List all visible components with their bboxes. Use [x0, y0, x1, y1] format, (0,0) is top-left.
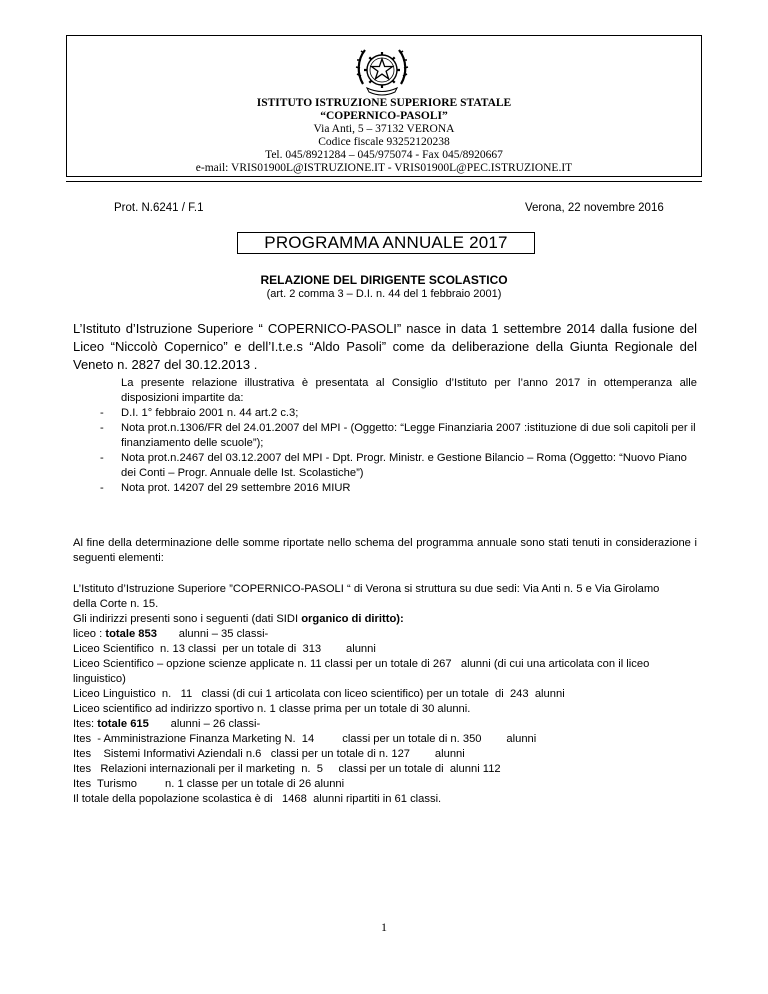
course-line: Liceo Linguistico n. 11 classi (di cui 1 articolata con liceo scientifico) per un totale di 243 alunni	[73, 688, 565, 700]
liceo-total	[73, 627, 268, 642]
tax-code: Codice fiscale 93252120238	[318, 136, 450, 148]
total-population: Il totale della popolazione scolastica è di 1468 alunni ripartiti in 61 classi.	[73, 793, 442, 805]
reference-item	[100, 421, 700, 451]
list-dash: -	[100, 452, 104, 464]
report-title: RELAZIONE DEL DIRIGENTE SCOLASTICO	[260, 273, 508, 287]
course-line: Ites - Amministrazione Finanza Marketing N. 14 classi per un totale di n. 350 alunni	[73, 733, 537, 745]
addresses-heading-bold: organico di diritto):	[301, 613, 404, 625]
structure-line: L’Istituto d’Istruzione Superiore ”COPERNICO-PASOLI “ di Verona si struttura su due sedi: Via Anti n. 5 e Via Girolamo	[73, 583, 660, 595]
liceo-total-rest: alunni – 35 classi-	[156, 628, 269, 640]
course-line: Ites Turismo n. 1 classe per un totale di 26 alunni	[73, 778, 345, 790]
page-number: 1	[381, 920, 387, 934]
protocol-number: Prot. N.6241 / F.1	[114, 202, 204, 214]
course-line: Liceo Scientifico n. 13 classi per un totale di 313 alunni	[73, 643, 376, 655]
addresses-heading-text: Gli indirizzi presenti sono i seguenti (dati SIDI	[73, 613, 302, 625]
intro-paragraph: L’Istituto d’Istruzione Superiore “ COPERNICO-PASOLI” nasce in data 1 settembre 2014 dalla fusione del Liceo “Niccolò Copernico” e dell’I.t.e.s “Aldo Pasoli” come da deliberazione della Giunta Regionale del Veneto n. 2827 del 30.12.2013 .	[73, 321, 697, 372]
list-dash: -	[100, 482, 104, 494]
liceo-label: liceo :	[73, 628, 106, 640]
institute-type: ISTITUTO ISTRUZIONE SUPERIORE STATALE	[256, 97, 512, 109]
course-line: Ites Sistemi Informativi Aziendali n.6 classi per un totale di n. 127 alunni	[73, 748, 465, 760]
document-date: Verona, 22 novembre 2016	[525, 202, 664, 214]
ites-total-rest: alunni – 26 classi-	[148, 718, 261, 730]
reference-text: Nota prot.n.2467 del 03.12.2007 del MPI - Dpt. Progr. Ministr. e Gestione Bilancio – Roma (Oggetto: “Nuovo Piano dei Conti – Progr. Annuale delle Ist. Scolastiche”)	[121, 452, 687, 479]
list-dash: -	[100, 422, 104, 434]
institute-name: “COPERNICO-PASOLI”	[320, 110, 448, 122]
course-line: Liceo scientifico ad indirizzo sportivo n. 1 classe prima per un totale di 30 alunni.	[73, 703, 471, 715]
structure-line: della Corte n. 15.	[73, 598, 159, 610]
header-divider	[66, 181, 702, 182]
phone-fax: Tel. 045/8921284 – 045/975074 - Fax 045/8920667	[265, 149, 503, 161]
addresses-heading	[73, 612, 404, 627]
determination-paragraph: Al fine della determinazione delle somme riportate nello schema del programma annuale sono stati tenuti in considerazione i seguenti elementi:	[73, 537, 697, 564]
email-line: e-mail: VRIS01900L@ISTRUZIONE.IT - VRIS01900L@PEC.ISTRUZIONE.IT	[195, 162, 573, 174]
report-subtitle: (art. 2 comma 3 – D.I. n. 44 del 1 febbraio 2001)	[266, 288, 502, 300]
ites-total	[73, 717, 260, 732]
list-dash: -	[100, 407, 104, 419]
course-line: Ites Relazioni internazionali per il marketing n. 5 classi per un totale di alunni 112	[73, 763, 501, 775]
reference-text: D.I. 1° febbraio 2001 n. 44 art.2 c.3;	[121, 407, 299, 419]
reference-text: Nota prot.n.1306/FR del 24.01.2007 del MPI - (Oggetto: “Legge Finanziaria 2007 :istituzione di due soli capitoli per il finanziamento delle scuole”);	[121, 422, 696, 449]
ites-total-bold: totale 615	[97, 718, 149, 730]
reference-text: Nota prot. 14207 del 29 settembre 2016 MIUR	[121, 482, 351, 494]
ites-label: Ites:	[73, 718, 98, 730]
course-line: Liceo Scientifico – opzione scienze applicate n. 11 classi per un totale di 267 alunni (di cui una articolata con il liceo	[73, 658, 650, 670]
institute-address: Via Anti, 5 – 37132 VERONA	[313, 123, 455, 135]
reference-item	[100, 451, 700, 481]
report-intro: La presente relazione illustrativa è presentata al Consiglio d’Istituto per l’anno 2017 in ottemperanza alle disposizioni impartite da:	[121, 377, 697, 404]
liceo-total-bold: totale 853	[105, 628, 157, 640]
course-line: linguistico)	[73, 673, 126, 685]
italian-republic-emblem-icon	[353, 40, 411, 100]
document-title: PROGRAMMA ANNUALE 2017	[237, 232, 535, 254]
